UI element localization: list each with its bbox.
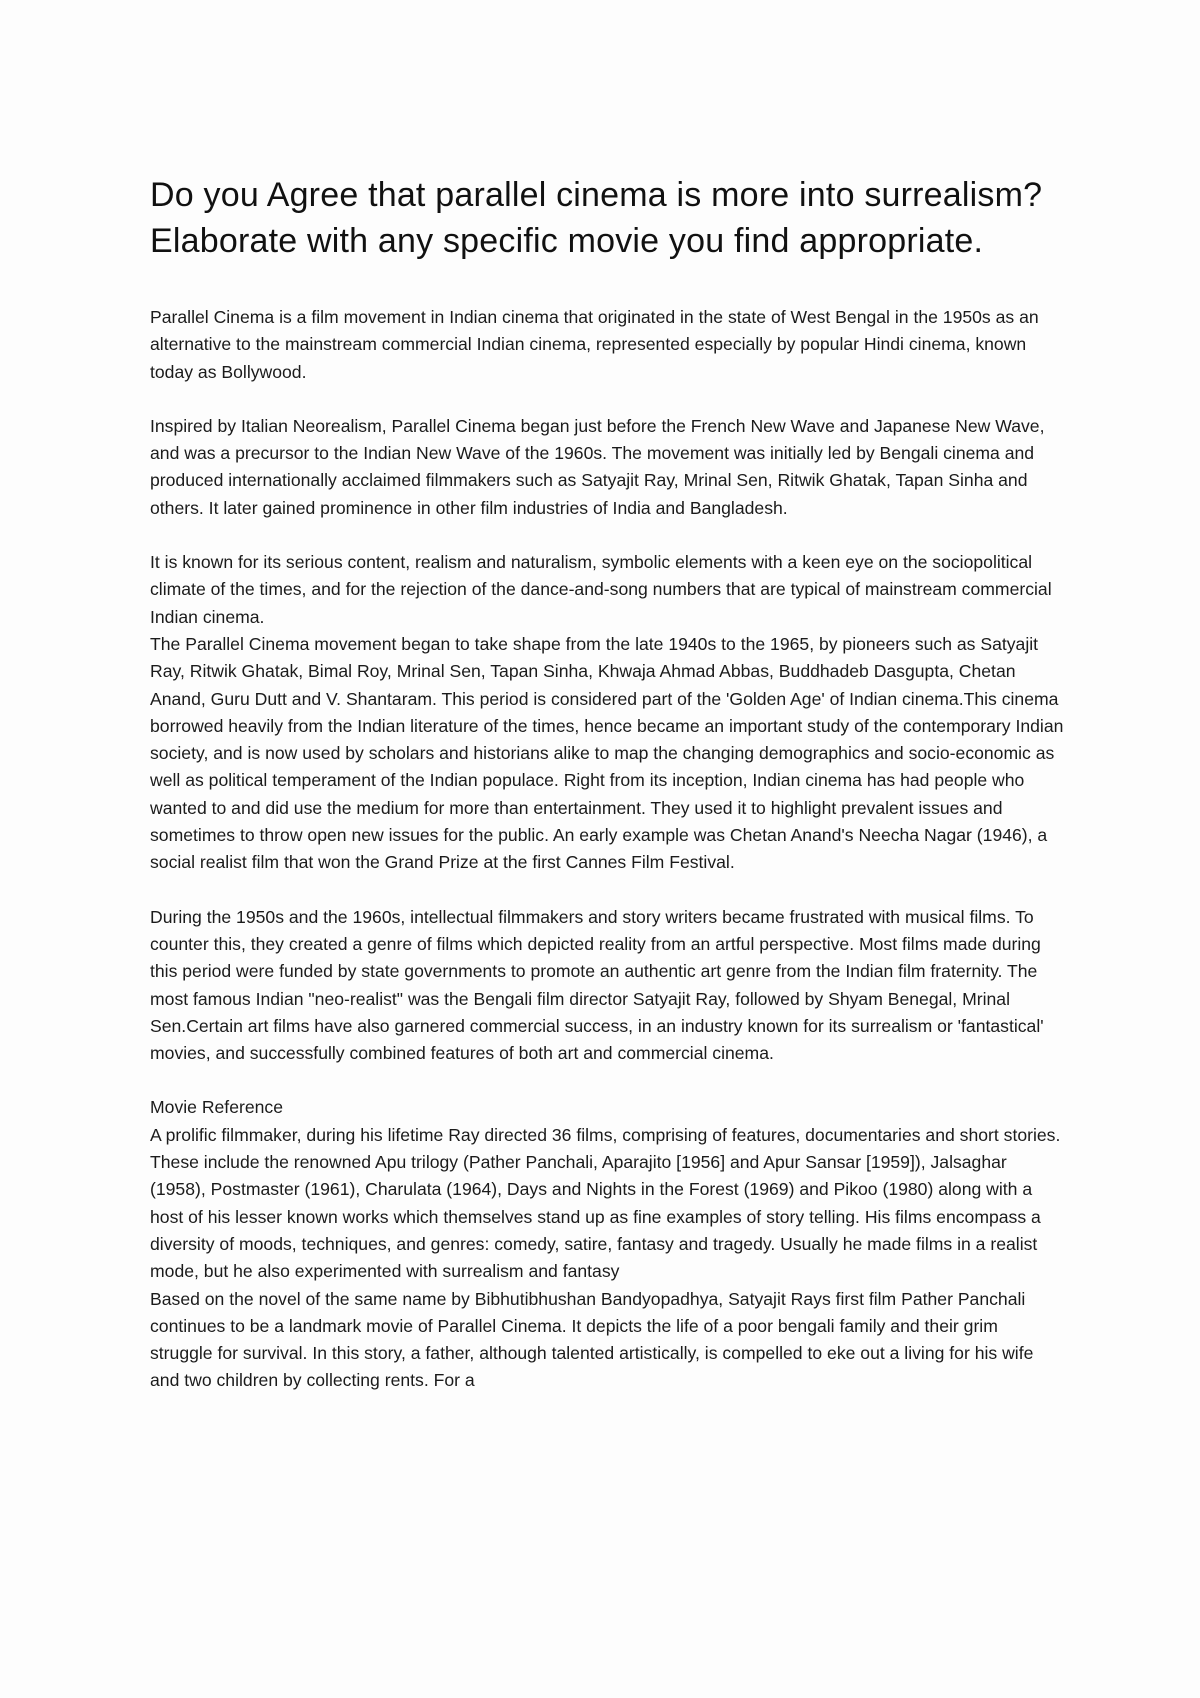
paragraph-pather-panchali: Based on the novel of the same name by Bibhutibhushan Bandyopadhya, Satyajit Rays first film Pather Panchali continues to be a landmark movie of Parallel Cinema. It depicts the life of a poor bengali family and their grim struggle for survival. In this story, a father, although talented artistically, is compelled to eke out a living for his wife and two children by collecting rents. For a [150, 1288, 1034, 1391]
paragraph-gap [150, 877, 1065, 904]
paragraph-gap [150, 386, 1065, 413]
movie-reference-heading: Movie Reference [150, 1097, 283, 1118]
document-body [150, 172, 1065, 1395]
paragraph-movement-history: The Parallel Cinema movement began to take shape from the late 1940s to the 1965, by pioneers such as Satyajit Ray, Ritwik Ghatak, Bimal Roy, Mrinal Sen, Tapan Sinha, Khwaja Ahmad Abbas, Buddhadeb Dasgupta, Chetan Anand, Guru Dutt and V. Shantaram. This period is considered part of the 'Golden Age' of Indian cinema.This cinema borrowed heavily from the Indian literature of the times, hence became an important study of the contemporary Indian society, and is now used by scholars and historians alike to map the changing demographics and socio-economic as well as political temperament of the Indian populace. Right from its inception, Indian cinema has had people who wanted to and did use the medium for more than entertainment. They used it to highlight prevalent issues and sometimes to throw open new issues for the public. An early example was Chetan Anand's Neecha Nagar (1946), a social realist film that won the Grand Prize at the first Cannes Film Festival. [150, 633, 1064, 873]
question-title: Do you Agree that parallel cinema is more into surrealism? Elaborate with any specific movie you find appropriate. [150, 176, 1043, 260]
paragraph-gap [150, 1067, 1065, 1094]
paragraph-1950s-1960s: During the 1950s and the 1960s, intellectual filmmakers and story writers became frustrated with musical films. To counter this, they created a genre of films which depicted reality from an artful perspective. Most films made during this period were funded by state governments to promote an authentic art genre from the Indian film fraternity. The most famous Indian "neo-realist" was the Bengali film director Satyajit Ray, followed by Shyam Benegal, Mrinal Sen.Certain art films have also garnered commercial success, in an industry known for its surrealism or 'fantastical' movies, and successfully combined features of both art and commercial cinema. [150, 906, 1044, 1064]
paragraph-intro: Parallel Cinema is a film movement in Indian cinema that originated in the state of West Bengal in the 1950s as an alternative to the mainstream commercial Indian cinema, represented especially by popular Hindi cinema, known today as Bollywood. [150, 307, 1039, 382]
paragraph-content: It is known for its serious content, realism and naturalism, symbolic elements with a keen eye on the sociopolitical climate of the times, and for the rejection of the dance-and-song numbers that are typical of mainstream commercial Indian cinema. [150, 552, 1052, 627]
paragraph-neorealism: Inspired by Italian Neorealism, Parallel Cinema began just before the French New Wave and Japanese New Wave, and was a precursor to the Indian New Wave of the 1960s. The movement was initially led by Bengali cinema and produced internationally acclaimed filmmakers such as Satyajit Ray, Mrinal Sen, Ritwik Ghatak, Tapan Sinha and others. It later gained prominence in other film industries of India and Bangladesh. [150, 415, 1045, 518]
paragraph-gap [150, 522, 1065, 549]
paragraph-ray-filmography: A prolific filmmaker, during his lifetime Ray directed 36 films, comprising of features, documentaries and short stories. These include the renowned Apu trilogy (Pather Panchali, Aparajito [1956] and Apur Sansar [1959]), Jalsaghar (1958), Postmaster (1961), Charulata (1964), Days and Nights in the Forest (1969) and Pikoo (1980) along with a host of his lesser known works which themselves stand up as fine examples of story telling. His films encompass a diversity of moods, techniques, and genres: comedy, satire, fantasy and tragedy. Usually he made films in a realist mode, but he also experimented with surrealism and fantasy [150, 1124, 1061, 1282]
